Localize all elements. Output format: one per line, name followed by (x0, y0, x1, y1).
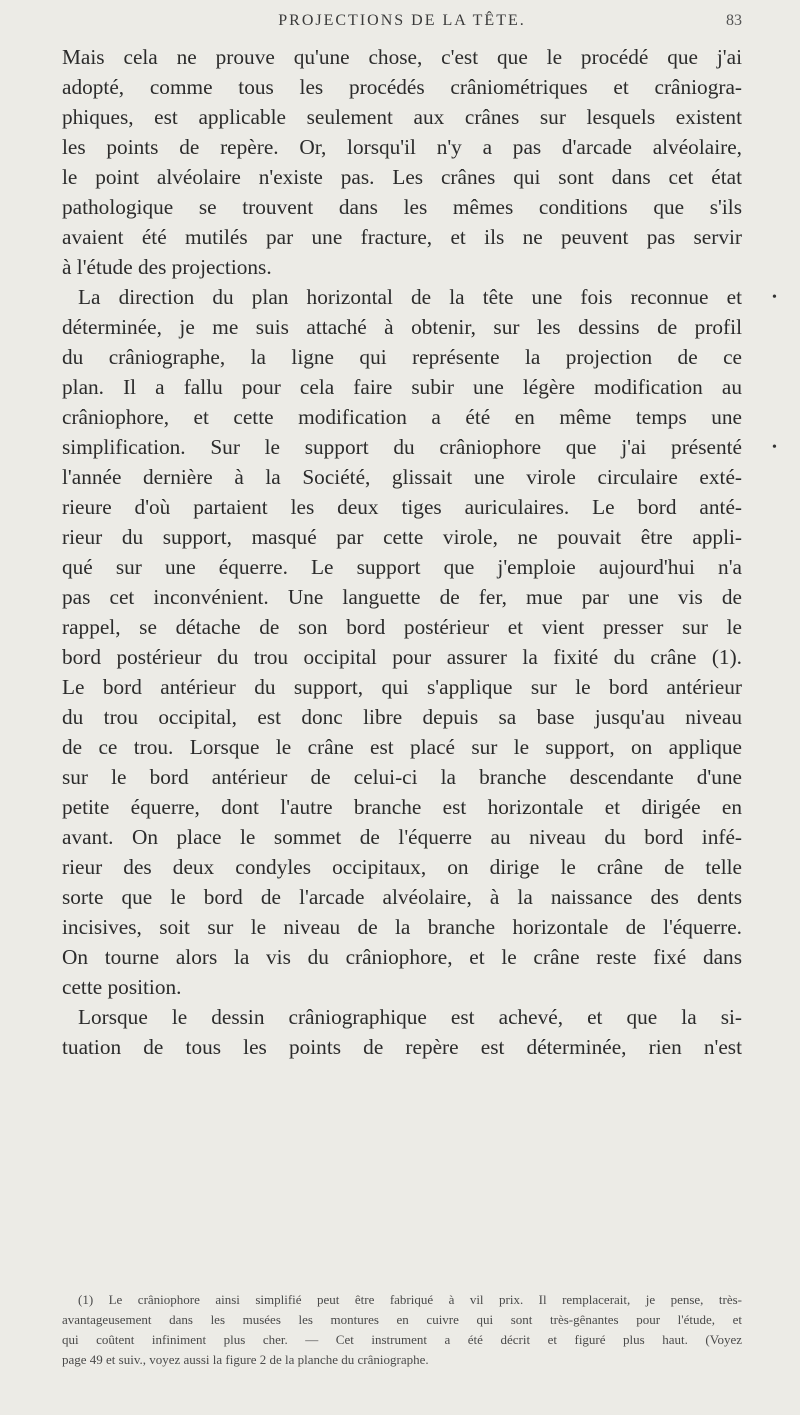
text-line: bord postérieur du trou occipital pour assurer la fixité du crâne (1). (62, 645, 742, 669)
footnote-line: (1) Le crâniophore ainsi simplifié peut être fabriqué à vil prix. Il remplacerait, je pense, très- (78, 1292, 742, 1307)
text-line: déterminée, je me suis attaché à obtenir, sur les dessins de profil (62, 315, 742, 339)
running-head (62, 12, 742, 36)
text-line: sur le bord antérieur de celui-ci la branche descendante d'une (62, 765, 742, 789)
footnote-line: qui coûtent infiniment plus cher. — Cet instrument a été décrit et figuré plus haut. (Voyez (62, 1332, 742, 1347)
text-line: petite équerre, dont l'autre branche est horizontale et dirigée en (62, 795, 742, 819)
text-line: La direction du plan horizontal de la tête une fois reconnue et (78, 285, 742, 309)
text-line: le point alvéolaire n'existe pas. Les crânes qui sont dans cet état (62, 165, 742, 189)
footnote-line: avantageusement dans les musées les montures en cuivre qui sont très-gênantes pour l'étude, et (62, 1312, 742, 1327)
text-line: avant. On place le sommet de l'équerre au niveau du bord infé- (62, 825, 742, 849)
text-line: crâniophore, et cette modification a été en même temps une (62, 405, 742, 429)
page-number: 83 (726, 12, 742, 29)
text-line: les points de repère. Or, lorsqu'il n'y a pas d'arcade alvéolaire, (62, 135, 742, 159)
text-line: pathologique se trouvent dans les mêmes conditions que s'ils (62, 195, 742, 219)
text-line: du crâniographe, la ligne qui représente la projection de ce (62, 345, 742, 369)
text-line: pas cet inconvénient. Une languette de fer, mue par une vis de (62, 585, 742, 609)
text-line: à l'étude des projections. (62, 255, 272, 279)
footnote-line: page 49 et suiv., voyez aussi la figure 2 de la planche du crâniographe. (62, 1352, 429, 1367)
text-line: Lorsque le dessin crâniographique est achevé, et que la si- (78, 1005, 742, 1029)
text-line: phiques, est applicable seulement aux crânes sur lesquels existent (62, 105, 742, 129)
text-line: qué sur une équerre. Le support que j'emploie aujourd'hui n'a (62, 555, 742, 579)
running-title: PROJECTIONS DE LA TÊTE. (278, 12, 526, 29)
text-line: On tourne alors la vis du crâniophore, et le crâne reste fixé dans (62, 945, 742, 969)
text-line: Le bord antérieur du support, qui s'applique sur le bord antérieur (62, 675, 742, 699)
text-line: du trou occipital, est donc libre depuis sa base jusqu'au niveau (62, 705, 742, 729)
text-line: cette position. (62, 975, 182, 999)
text-line: tuation de tous les points de repère est déterminée, rien n'est (62, 1035, 742, 1059)
text-line: simplification. Sur le support du crâniophore que j'ai présenté (62, 435, 742, 459)
text-line: incisives, soit sur le niveau de la branche horizontale de l'équerre. (62, 915, 742, 939)
text-line: avaient été mutilés par une fracture, et ils ne peuvent pas servir (62, 225, 742, 249)
text-line: adopté, comme tous les procédés crâniométriques et crâniogra- (62, 75, 742, 99)
text-line: plan. Il a fallu pour cela faire subir une légère modification au (62, 375, 742, 399)
text-line: l'année dernière à la Société, glissait une virole circulaire exté- (62, 465, 742, 489)
footnote (62, 1290, 742, 1370)
text-line: rieure d'où partaient les deux tiges auriculaires. Le bord anté- (62, 495, 742, 519)
text-line: sorte que le bord de l'arcade alvéolaire, à la naissance des dents (62, 885, 742, 909)
body-text (62, 42, 742, 1062)
margin-mark: • (772, 440, 777, 455)
text-line: de ce trou. Lorsque le crâne est placé sur le support, on applique (62, 735, 742, 759)
text-line: Mais cela ne prouve qu'une chose, c'est que le procédé que j'ai (62, 45, 742, 69)
text-line: rieur du support, masqué par cette virole, ne pouvait être appli- (62, 525, 742, 549)
text-line: rappel, se détache de son bord postérieur et vient presser sur le (62, 615, 742, 639)
margin-mark: • (772, 290, 777, 305)
text-line: rieur des deux condyles occipitaux, on dirige le crâne de telle (62, 855, 742, 879)
